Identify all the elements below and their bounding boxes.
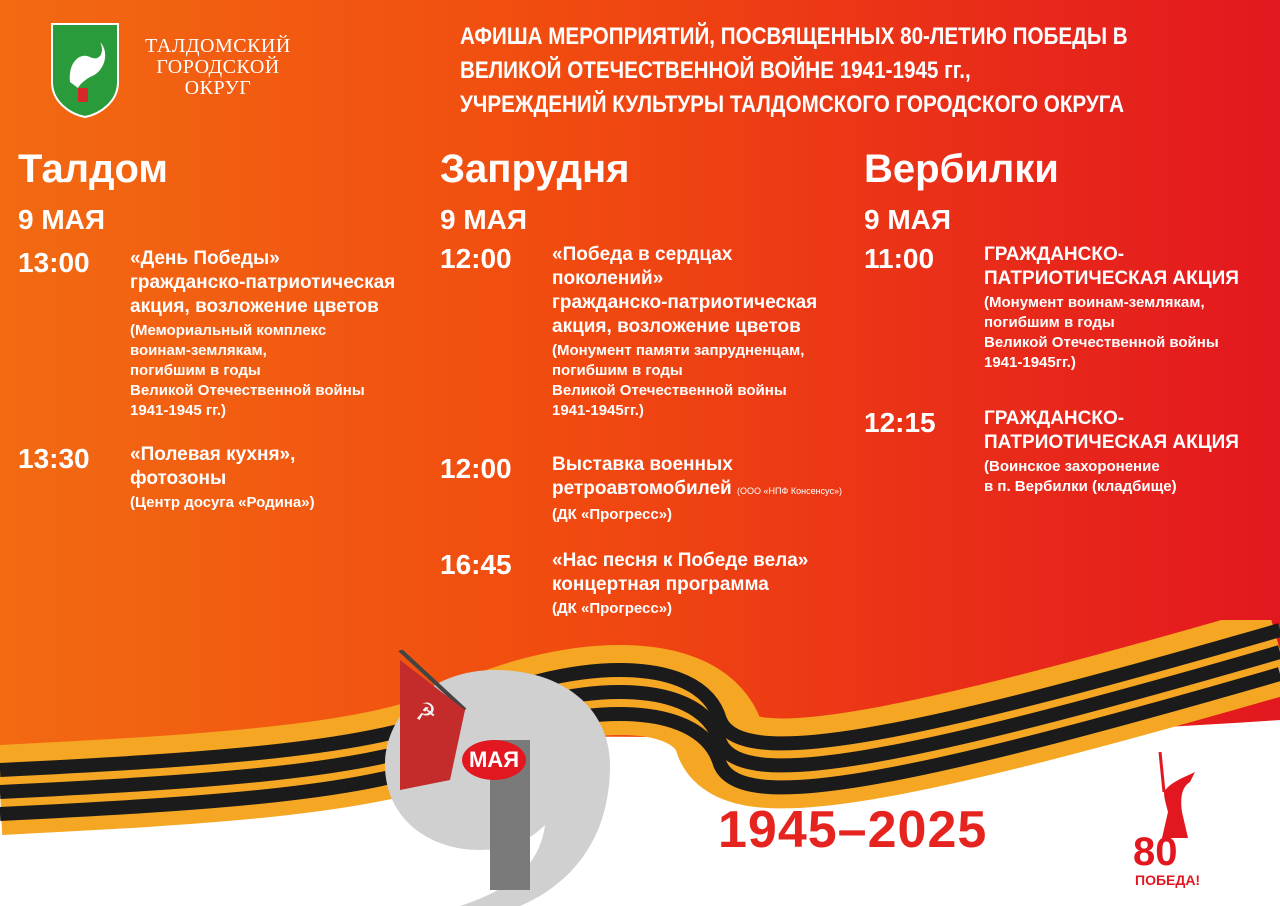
event-item (440, 549, 860, 619)
event-title: ГРАЖДАНСКО- ПАТРИОТИЧЕСКАЯ АКЦИЯ (984, 408, 1239, 453)
event-date: 9 МАЯ (440, 204, 528, 235)
column-verbilki (864, 145, 1264, 497)
event-title: Выставка военных ретроавтомобилей (ООО «НПФ Консенсус») (552, 454, 842, 499)
city-name: Вербилки (864, 147, 1059, 191)
city-name: Запрудня (440, 147, 630, 191)
event-title: ГРАЖДАНСКО- ПАТРИОТИЧЕСКАЯ АКЦИЯ (984, 244, 1239, 289)
event-title: «День Победы» гражданско-патриотическая акция, возложение цветов (130, 248, 396, 317)
event-time: 16:45 (440, 549, 512, 580)
city-name: Талдом (18, 147, 168, 191)
event-place: (Мемориальный комплекс воинам-землякам, погибшим в годы Великой Отечественной войны 1941-1945 гг.) (130, 322, 365, 419)
event-place: (ДК «Прогресс») (552, 506, 673, 523)
event-time: 12:00 (440, 453, 512, 484)
event-place: (Воинское захоронение в п. Вербилки (кладбище) (984, 458, 1177, 495)
event-time: 12:15 (864, 407, 936, 438)
svg-text:☭: ☭ (415, 698, 437, 726)
may-badge: МАЯ (462, 740, 526, 780)
pobeda-label: ПОБЕДА! (1135, 872, 1201, 888)
event-place: (ДК «Прогресс») (552, 600, 673, 617)
event-item (864, 407, 1264, 497)
event-item (440, 453, 860, 525)
event-title: «Полевая кухня», фотозоны (130, 444, 296, 489)
event-time: 12:00 (440, 243, 512, 274)
event-organizer-note: (ООО «НПФ Консенсус») (737, 486, 842, 496)
event-title: «Победа в сердцах поколений» гражданско-патриотическая акция, возложение цветов (552, 244, 818, 337)
brand-name: ТАЛДОМСКИЙ ГОРОДСКОЙ ОКРУГ (145, 35, 291, 99)
event-time: 13:00 (18, 247, 90, 278)
poster-headline: АФИША МЕРОПРИЯТИЙ, ПОСВЯЩЕННЫХ 80-ЛЕТИЮ ПОБЕДЫ В ВЕЛИКОЙ ОТЕЧЕСТВЕННОЙ ВОЙНЕ 1941-1945 гг., УЧРЕЖДЕНИЙ КУЛЬТУРЫ ТАЛДОМСКОГО ГОРОДСКОГО ОКРУГА (460, 23, 1128, 118)
column-zaprudnya (440, 145, 860, 619)
anniversary-years: 1945–2025 (718, 801, 988, 859)
st-george-ribbon (0, 620, 1280, 906)
event-title: «Нас песня к Победе вела» концертная программа (552, 550, 809, 595)
coat-of-arms-logo (50, 22, 120, 118)
event-date: 9 МАЯ (864, 204, 952, 235)
event-date: 9 МАЯ (18, 204, 106, 235)
event-item (440, 243, 860, 421)
column-taldom (18, 145, 428, 513)
event-time: 13:30 (18, 443, 90, 474)
event-place: (Монумент памяти запрудненцам, погибшим в годы Великой Отечественной войны 1941-1945гг.) (552, 342, 805, 419)
event-place: (Монумент воинам-землякам, погибшим в годы Великой Отечественной войны 1941-1945гг.) (984, 294, 1219, 371)
event-item (864, 243, 1264, 373)
event-place: (Центр досуга «Родина») (130, 494, 315, 511)
event-time: 11:00 (864, 243, 935, 274)
anniversary-80: 80 (1133, 830, 1178, 874)
event-item (18, 443, 428, 513)
motherland-statue-icon (1140, 752, 1210, 838)
event-item (18, 247, 428, 421)
